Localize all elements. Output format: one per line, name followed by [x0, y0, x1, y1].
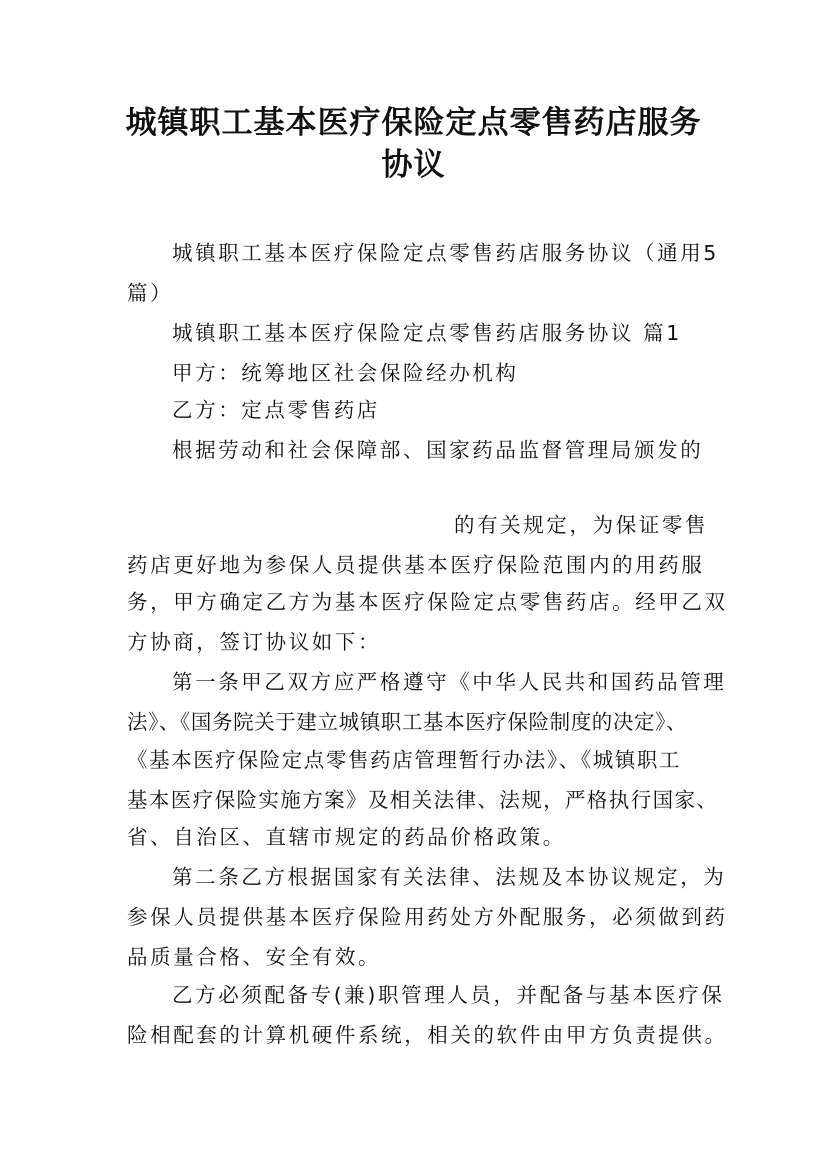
paragraph-line: 城镇职工基本医疗保险定点零售药店服务协议 篇1 [172, 321, 682, 345]
paragraph-line: 第二条乙方根据国家有关法律、法规及本协议规定，为 [172, 865, 727, 889]
paragraph-line: 篇） [127, 281, 174, 305]
paragraph-line: 基本医疗保险实施方案》及相关法律、法规，严格执行国家、 [127, 788, 719, 812]
paragraph-line: 城镇职工基本医疗保险定点零售药店服务协议（通用5 [172, 241, 719, 265]
paragraph-line: 省、自治区、直辖市规定的药品价格政策。 [127, 825, 566, 849]
paragraph-line: 的有关规定，为保证零售 [454, 513, 709, 537]
document-title-line-1: 城镇职工基本医疗保险定点零售药店服务 [125, 105, 702, 141]
document-title-line-2: 协议 [381, 147, 446, 183]
paragraph-line: 品质量合格、安全有效。 [127, 945, 382, 969]
paragraph-line: 根据劳动和社会保障部、国家药品监督管理局颁发的 [172, 438, 704, 462]
paragraph-line: 方协商，签订协议如下： [127, 630, 382, 654]
paragraph-line: 第一条甲乙双方应严格遵守《中华人民共和国药品管理 [172, 670, 727, 694]
paragraph-line: 甲方：统筹地区社会保险经办机构 [172, 361, 519, 385]
paragraph-line: 药店更好地为参保人员提供基本医疗保险范围内的用药服 [127, 553, 705, 577]
paragraph-line: 乙方必须配备专(兼)职管理人员，并配备与基本医疗保 [172, 983, 725, 1007]
paragraph-line: 参保人员提供基本医疗保险用药处方外配服务，必须做到药 [127, 905, 728, 929]
paragraph-line: 法》、《国务院关于建立城镇职工基本医疗保险制度的决定》、 [127, 710, 688, 734]
paragraph-line: 《基本医疗保险定点零售药店管理暂行办法》、《城镇职工 [127, 748, 682, 772]
paragraph-line: 务，甲方确定乙方为基本医疗保险定点零售药店。经甲乙双 [127, 590, 728, 614]
paragraph-line: 乙方：定点零售药店 [172, 398, 380, 422]
paragraph-line: 险相配套的计算机硬件系统，相关的软件由甲方负责提供。 [127, 1023, 728, 1047]
